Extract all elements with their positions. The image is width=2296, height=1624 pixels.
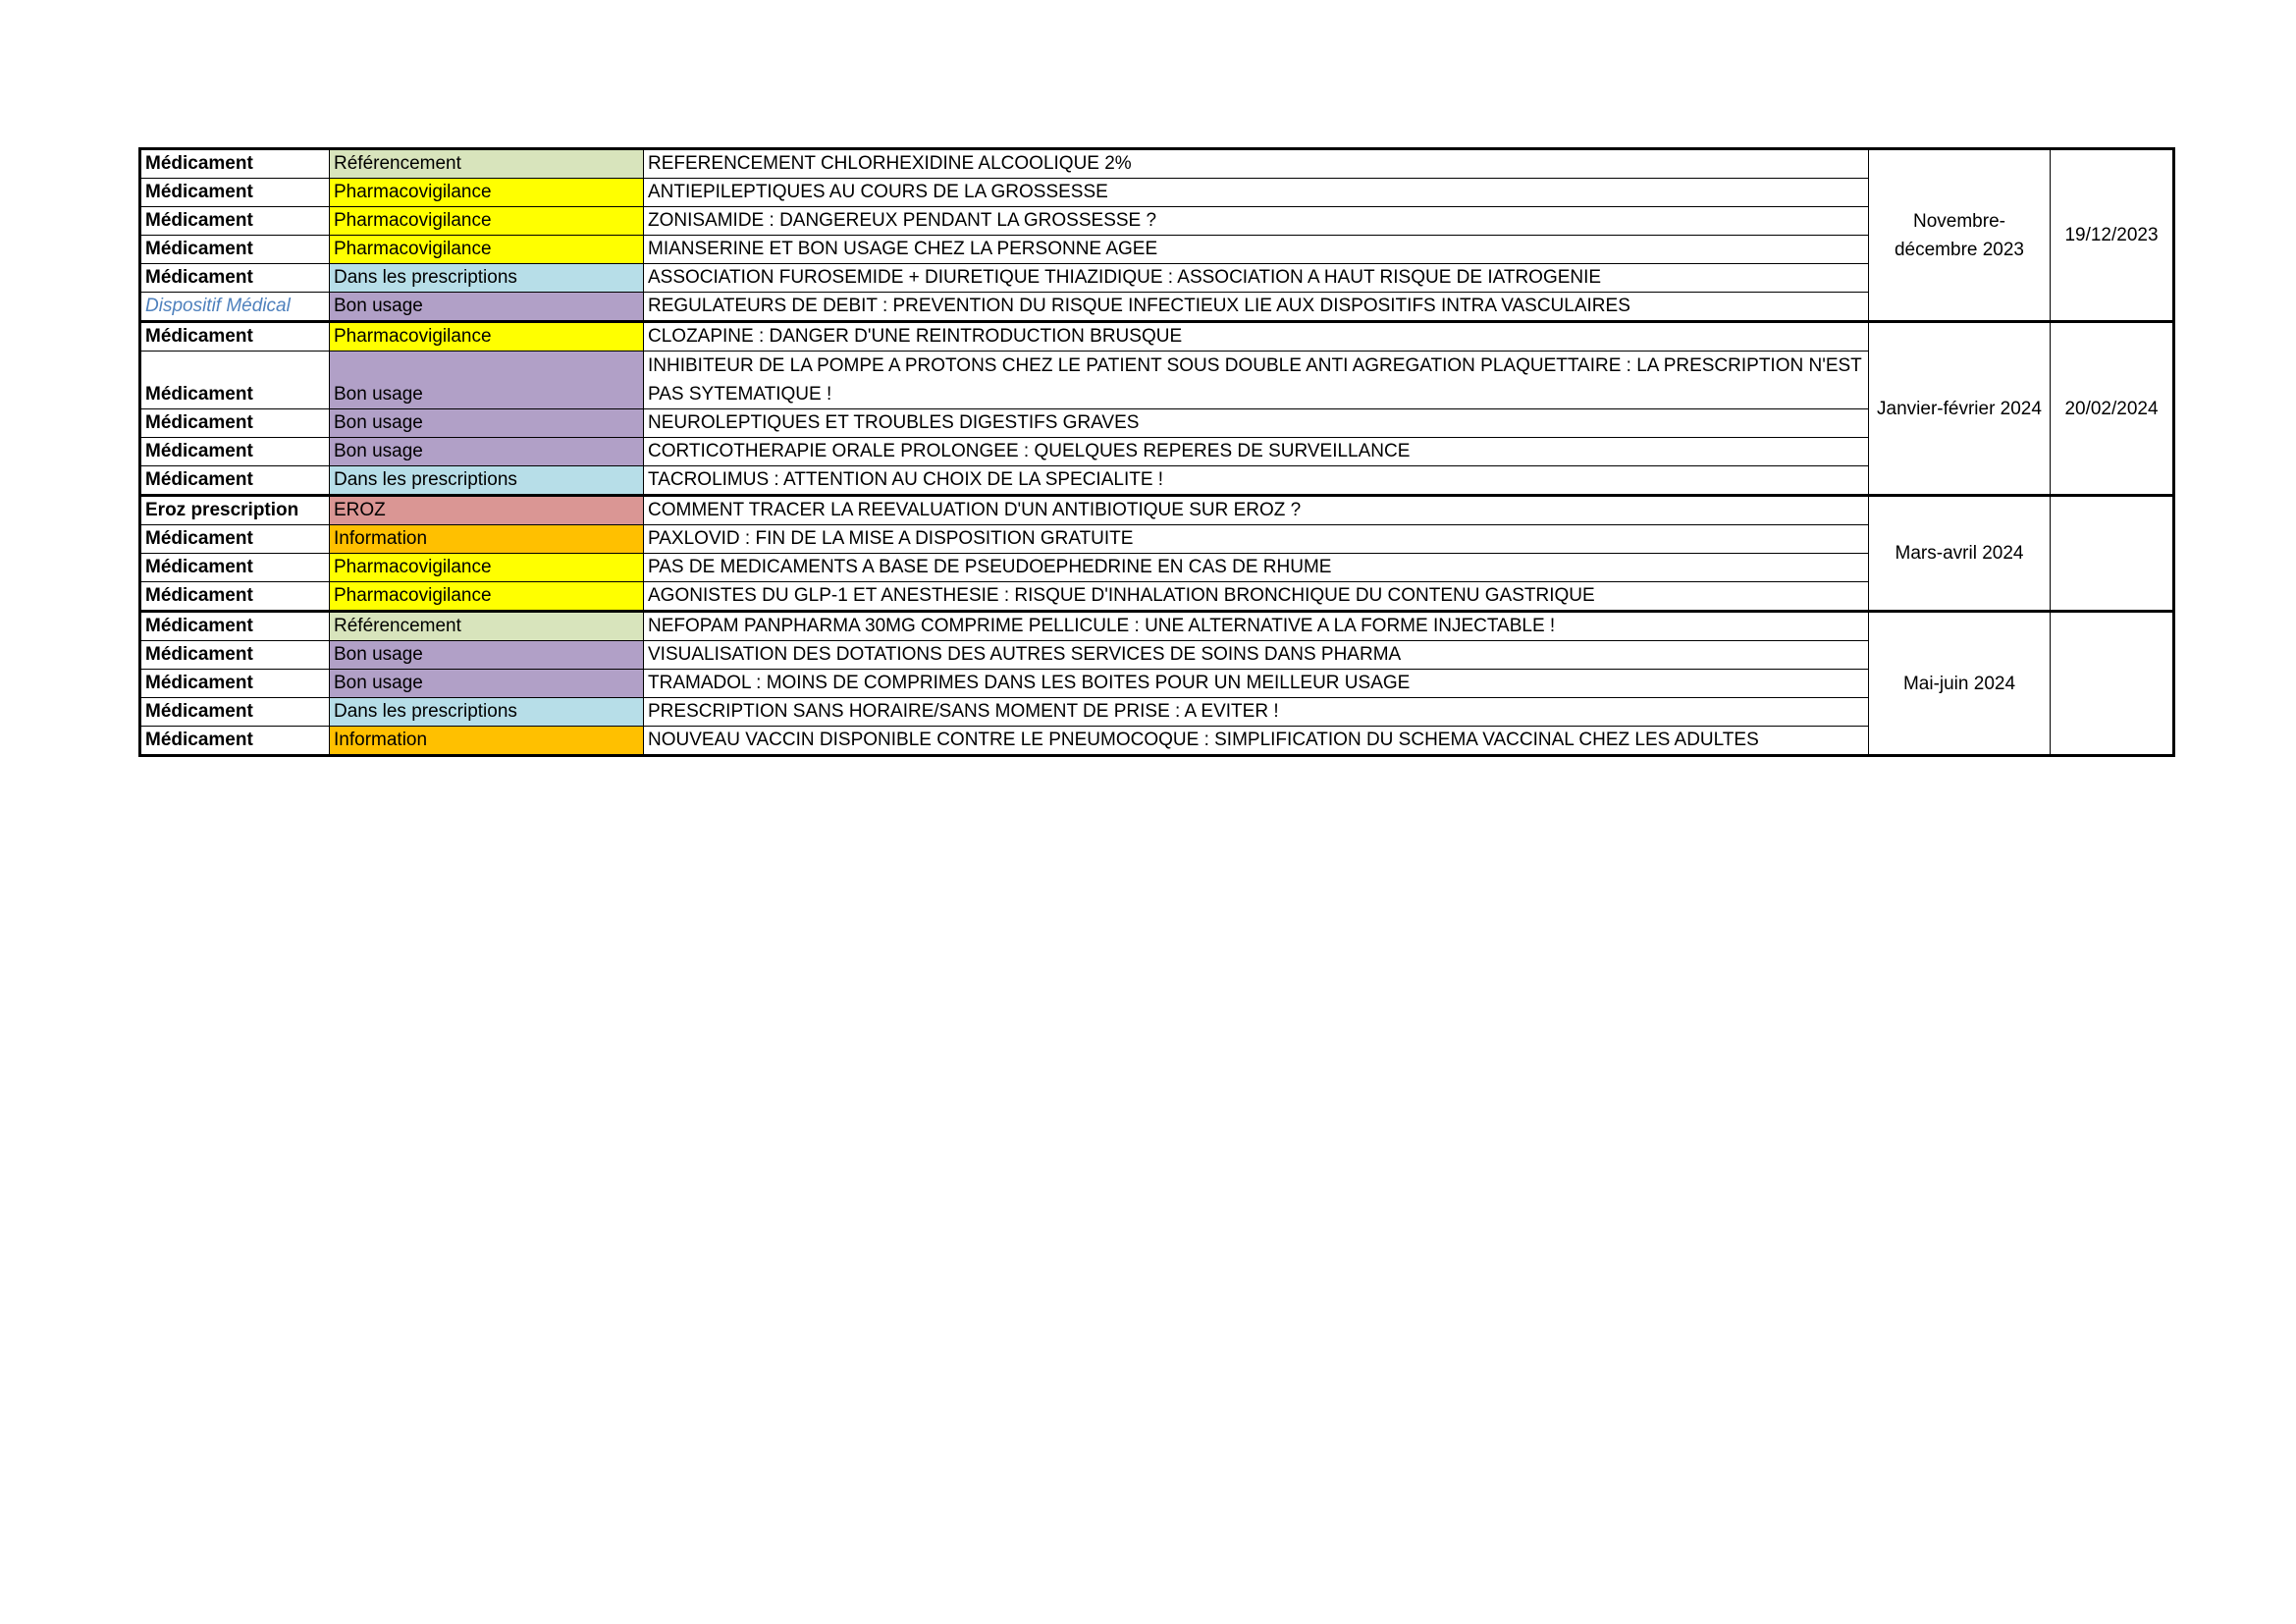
category-cell[interactable]: Médicament bbox=[140, 554, 330, 582]
category-cell[interactable]: Médicament bbox=[140, 352, 330, 409]
type-cell[interactable]: Dans les prescriptions bbox=[330, 264, 644, 293]
article-title-cell[interactable]: MIANSERINE ET BON USAGE CHEZ LA PERSONNE AGEE bbox=[644, 236, 1869, 264]
type-cell[interactable]: Pharmacovigilance bbox=[330, 554, 644, 582]
category-cell[interactable]: Médicament bbox=[140, 409, 330, 438]
type-cell[interactable]: Bon usage bbox=[330, 670, 644, 698]
category-cell[interactable]: Médicament bbox=[140, 466, 330, 496]
article-title-cell[interactable]: ZONISAMIDE : DANGEREUX PENDANT LA GROSSESSE ? bbox=[644, 207, 1869, 236]
article-title-cell[interactable]: CLOZAPINE : DANGER D'UNE REINTRODUCTION BRUSQUE bbox=[644, 322, 1869, 352]
period-cell[interactable]: Mars-avril 2024 bbox=[1869, 496, 2051, 612]
date-cell[interactable] bbox=[2051, 612, 2174, 756]
article-title-cell[interactable]: REGULATEURS DE DEBIT : PREVENTION DU RISQUE INFECTIEUX LIE AUX DISPOSITIFS INTRA VASCULAIRES bbox=[644, 293, 1869, 322]
article-title-cell[interactable]: PRESCRIPTION SANS HORAIRE/SANS MOMENT DE PRISE : A EVITER ! bbox=[644, 698, 1869, 727]
category-cell[interactable]: Médicament bbox=[140, 670, 330, 698]
type-cell[interactable]: Information bbox=[330, 727, 644, 756]
table-row bbox=[140, 149, 2174, 179]
article-title-cell[interactable]: TRAMADOL : MOINS DE COMPRIMES DANS LES BOITES POUR UN MEILLEUR USAGE bbox=[644, 670, 1869, 698]
article-title-cell[interactable]: NEFOPAM PANPHARMA 30MG COMPRIME PELLICULE : UNE ALTERNATIVE A LA FORME INJECTABLE ! bbox=[644, 612, 1869, 641]
type-cell[interactable]: Dans les prescriptions bbox=[330, 698, 644, 727]
table-row bbox=[140, 612, 2174, 641]
article-title-cell[interactable]: COMMENT TRACER LA REEVALUATION D'UN ANTIBIOTIQUE SUR EROZ ? bbox=[644, 496, 1869, 525]
category-cell[interactable]: Médicament bbox=[140, 149, 330, 179]
category-cell[interactable]: Médicament bbox=[140, 236, 330, 264]
article-title-cell[interactable]: VISUALISATION DES DOTATIONS DES AUTRES SERVICES DE SOINS DANS PHARMA bbox=[644, 641, 1869, 670]
table-body bbox=[140, 149, 2174, 756]
period-cell[interactable]: Mai-juin 2024 bbox=[1869, 612, 2051, 756]
category-cell[interactable]: Médicament bbox=[140, 322, 330, 352]
type-cell[interactable]: Référencement bbox=[330, 149, 644, 179]
article-title-cell[interactable]: AGONISTES DU GLP-1 ET ANESTHESIE : RISQUE D'INHALATION BRONCHIQUE DU CONTENU GASTRIQUE bbox=[644, 582, 1869, 612]
type-cell[interactable]: Référencement bbox=[330, 612, 644, 641]
type-cell[interactable]: EROZ bbox=[330, 496, 644, 525]
type-cell[interactable]: Information bbox=[330, 525, 644, 554]
article-title-cell[interactable]: NOUVEAU VACCIN DISPONIBLE CONTRE LE PNEUMOCOQUE : SIMPLIFICATION DU SCHEMA VACCINAL CHEZ LES ADULTES bbox=[644, 727, 1869, 756]
category-cell[interactable]: Médicament bbox=[140, 525, 330, 554]
article-title-cell[interactable]: PAS DE MEDICAMENTS A BASE DE PSEUDOEPHEDRINE EN CAS DE RHUME bbox=[644, 554, 1869, 582]
period-cell[interactable]: Novembre-décembre 2023 bbox=[1869, 149, 2051, 322]
category-cell[interactable]: Médicament bbox=[140, 698, 330, 727]
table-row bbox=[140, 322, 2174, 352]
category-cell[interactable]: Dispositif Médical bbox=[140, 293, 330, 322]
type-cell[interactable]: Pharmacovigilance bbox=[330, 207, 644, 236]
type-cell[interactable]: Bon usage bbox=[330, 293, 644, 322]
article-title-cell[interactable]: NEUROLEPTIQUES ET TROUBLES DIGESTIFS GRAVES bbox=[644, 409, 1869, 438]
type-cell[interactable]: Pharmacovigilance bbox=[330, 582, 644, 612]
date-cell[interactable]: 19/12/2023 bbox=[2051, 149, 2174, 322]
type-cell[interactable]: Bon usage bbox=[330, 438, 644, 466]
category-cell[interactable]: Médicament bbox=[140, 438, 330, 466]
category-cell[interactable]: Médicament bbox=[140, 207, 330, 236]
type-cell[interactable]: Pharmacovigilance bbox=[330, 236, 644, 264]
article-title-cell[interactable]: TACROLIMUS : ATTENTION AU CHOIX DE LA SPECIALITE ! bbox=[644, 466, 1869, 496]
type-cell[interactable]: Pharmacovigilance bbox=[330, 179, 644, 207]
table-row bbox=[140, 496, 2174, 525]
spreadsheet bbox=[138, 147, 2172, 757]
date-cell[interactable]: 20/02/2024 bbox=[2051, 322, 2174, 496]
type-cell[interactable]: Pharmacovigilance bbox=[330, 322, 644, 352]
category-cell[interactable]: Médicament bbox=[140, 582, 330, 612]
category-cell[interactable]: Médicament bbox=[140, 641, 330, 670]
article-title-cell[interactable]: CORTICOTHERAPIE ORALE PROLONGEE : QUELQUES REPERES DE SURVEILLANCE bbox=[644, 438, 1869, 466]
type-cell[interactable]: Bon usage bbox=[330, 352, 644, 409]
article-title-cell[interactable]: INHIBITEUR DE LA POMPE A PROTONS CHEZ LE PATIENT SOUS DOUBLE ANTI AGREGATION PLAQUETTAIRE : LA PRESCRIPTION N'EST PAS SYTEMATIQUE ! bbox=[644, 352, 1869, 409]
category-cell[interactable]: Médicament bbox=[140, 612, 330, 641]
newsletter-table bbox=[138, 147, 2175, 757]
article-title-cell[interactable]: PAXLOVID : FIN DE LA MISE A DISPOSITION GRATUITE bbox=[644, 525, 1869, 554]
date-cell[interactable] bbox=[2051, 496, 2174, 612]
article-title-cell[interactable]: ASSOCIATION FUROSEMIDE + DIURETIQUE THIAZIDIQUE : ASSOCIATION A HAUT RISQUE DE IATROGENIE bbox=[644, 264, 1869, 293]
type-cell[interactable]: Bon usage bbox=[330, 641, 644, 670]
article-title-cell[interactable]: REFERENCEMENT CHLORHEXIDINE ALCOOLIQUE 2% bbox=[644, 149, 1869, 179]
category-cell[interactable]: Eroz prescription bbox=[140, 496, 330, 525]
article-title-cell[interactable]: ANTIEPILEPTIQUES AU COURS DE LA GROSSESSE bbox=[644, 179, 1869, 207]
type-cell[interactable]: Bon usage bbox=[330, 409, 644, 438]
type-cell[interactable]: Dans les prescriptions bbox=[330, 466, 644, 496]
category-cell[interactable]: Médicament bbox=[140, 727, 330, 756]
period-cell[interactable]: Janvier-février 2024 bbox=[1869, 322, 2051, 496]
category-cell[interactable]: Médicament bbox=[140, 179, 330, 207]
category-cell[interactable]: Médicament bbox=[140, 264, 330, 293]
